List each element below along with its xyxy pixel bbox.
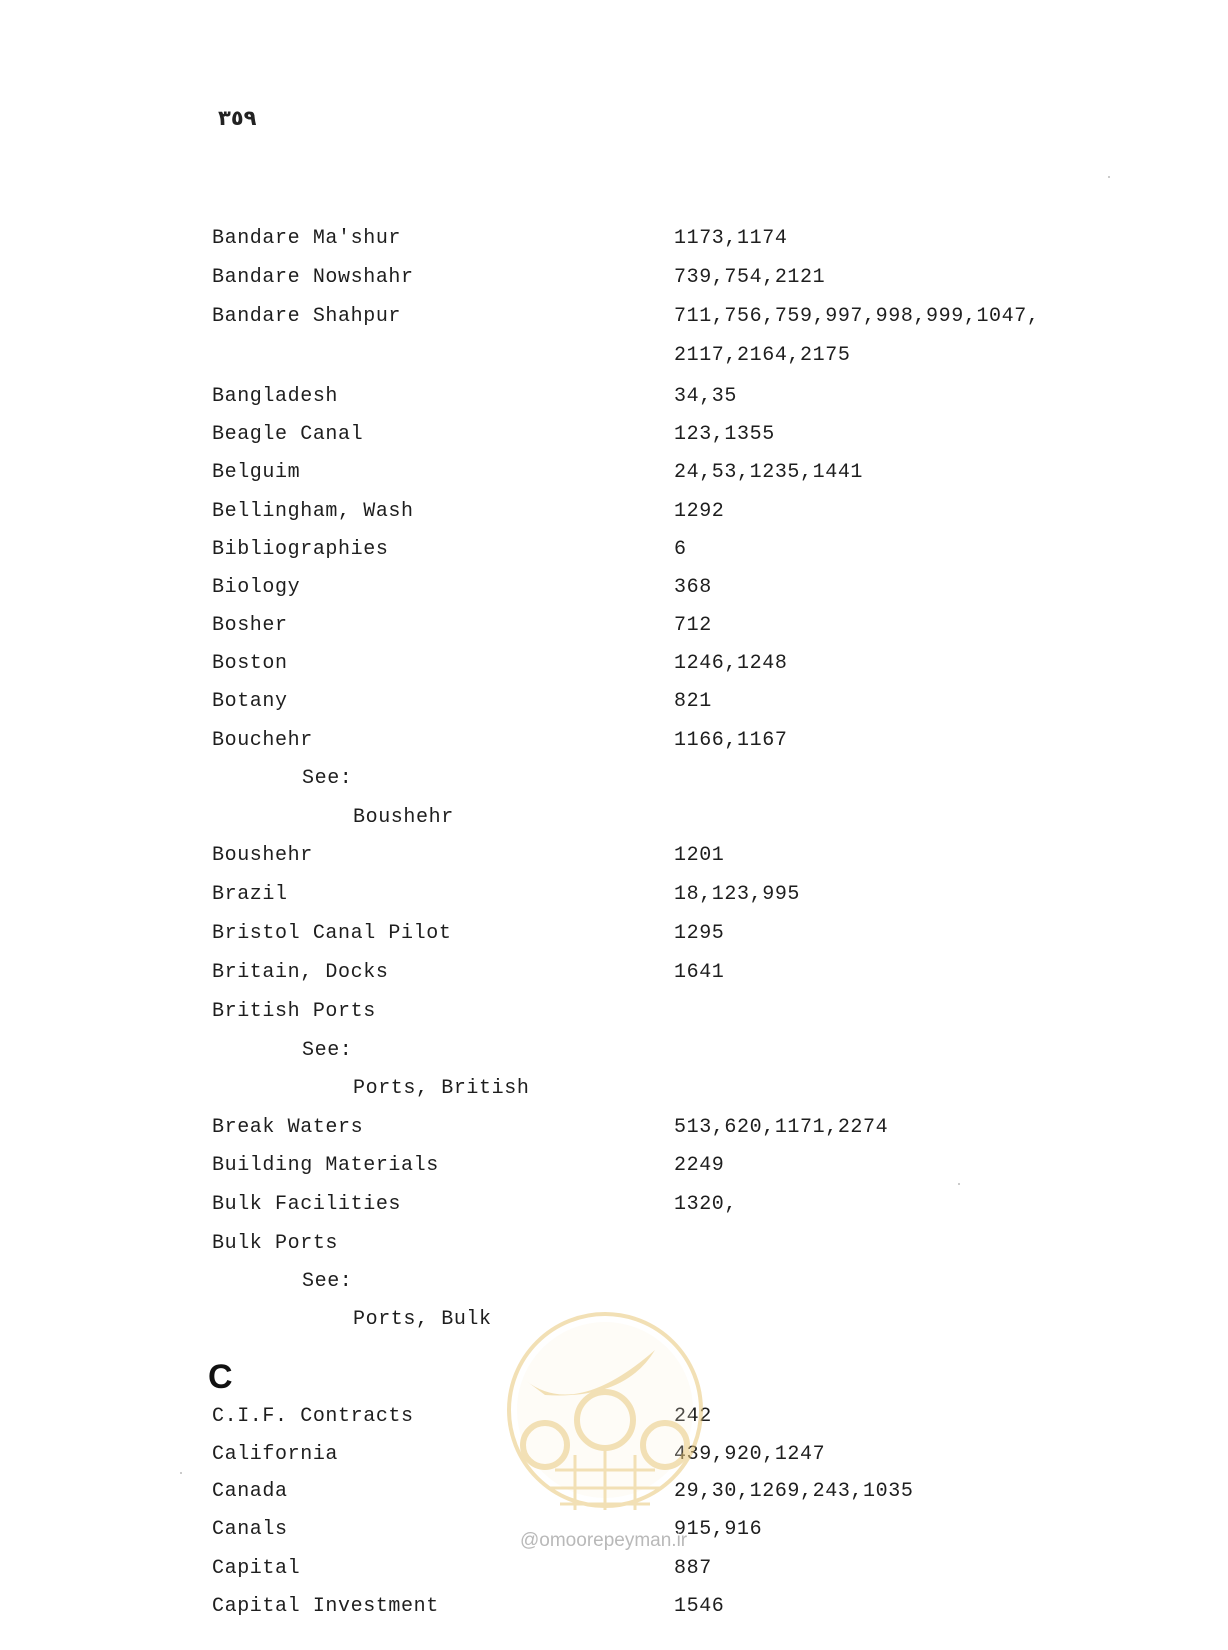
index-entry <box>0 614 1228 644</box>
index-pages: 2117,2164,2175 <box>674 344 851 367</box>
index-pages: 2249 <box>674 1154 725 1177</box>
index-entry <box>0 461 1228 491</box>
index-term: Brazil <box>212 883 288 906</box>
scan-speck <box>180 1472 182 1474</box>
see-target-row <box>0 1077 1228 1107</box>
index-entry <box>0 1154 1228 1184</box>
index-entry <box>0 729 1228 759</box>
index-term: Bandare Ma'shur <box>212 227 402 250</box>
scan-speck <box>1108 176 1110 178</box>
index-entry <box>0 844 1228 874</box>
index-entry <box>0 961 1228 991</box>
see-label: See: <box>302 767 353 790</box>
see-target: Boushehr <box>353 806 454 829</box>
index-pages: 242 <box>674 1405 712 1428</box>
index-term: Bulk Ports <box>212 1232 339 1255</box>
index-entry <box>0 922 1228 952</box>
index-pages: 739,754,2121 <box>674 266 826 289</box>
scan-speck <box>958 1183 960 1185</box>
index-entry <box>0 305 1228 335</box>
index-pages: 34,35 <box>674 385 738 408</box>
index-term: Break Waters <box>212 1116 364 1139</box>
index-pages: 1201 <box>674 844 725 867</box>
index-entry <box>0 1443 1228 1473</box>
index-pages: 1166,1167 <box>674 729 788 752</box>
section-letter-c: C <box>208 1358 233 1396</box>
see-label: See: <box>302 1039 353 1062</box>
index-term: Bulk Facilities <box>212 1193 402 1216</box>
index-entry <box>0 266 1228 296</box>
page-number: ٣٥٩ <box>218 106 257 130</box>
index-pages: 513,620,1171,2274 <box>674 1116 889 1139</box>
see-reference-row <box>0 1039 1228 1069</box>
see-target-row <box>0 806 1228 836</box>
index-term: Belguim <box>212 461 301 484</box>
index-pages: 6 <box>674 538 687 561</box>
index-term: Bouchehr <box>212 729 313 752</box>
index-entry <box>0 576 1228 606</box>
index-term: Boston <box>212 652 288 675</box>
index-term: Bangladesh <box>212 385 339 408</box>
index-term: Bosher <box>212 614 288 637</box>
index-entry <box>0 500 1228 530</box>
see-label: See: <box>302 1270 353 1293</box>
index-pages: 1641 <box>674 961 725 984</box>
index-entry <box>0 227 1228 257</box>
index-entry <box>0 652 1228 682</box>
index-pages: 123,1355 <box>674 423 775 446</box>
index-term: Boushehr <box>212 844 313 867</box>
index-entry <box>0 1405 1228 1435</box>
index-pages: 1295 <box>674 922 725 945</box>
index-pages: 821 <box>674 690 712 713</box>
index-pages: 887 <box>674 1557 712 1580</box>
index-entry <box>0 1193 1228 1223</box>
index-entry <box>0 1000 1228 1030</box>
see-target-row <box>0 1308 1228 1338</box>
index-term: Capital <box>212 1557 301 1580</box>
watermark-caption: @omoorepeyman.ir <box>520 1530 688 1551</box>
index-pages: 1320, <box>674 1193 738 1216</box>
index-entry <box>0 1232 1228 1262</box>
index-term: Bristol Canal Pilot <box>212 922 452 945</box>
index-entry <box>0 538 1228 568</box>
index-entry <box>0 423 1228 453</box>
index-term: Biology <box>212 576 301 599</box>
see-target: Ports, British <box>353 1077 530 1100</box>
index-pages: 1292 <box>674 500 725 523</box>
index-term: Bandare Shahpur <box>212 305 402 328</box>
index-entry <box>0 883 1228 913</box>
index-pages: 711,756,759,997,998,999,1047, <box>674 305 1040 328</box>
index-term: Bellingham, Wash <box>212 500 414 523</box>
see-reference-row <box>0 767 1228 797</box>
index-term: Beagle Canal <box>212 423 364 446</box>
index-term: Britain, Docks <box>212 961 389 984</box>
index-term: Bibliographies <box>212 538 389 561</box>
index-term: Canals <box>212 1518 288 1541</box>
see-target: Ports, Bulk <box>353 1308 492 1331</box>
index-entry <box>0 1595 1228 1625</box>
index-term: Capital Investment <box>212 1595 439 1618</box>
see-reference-row <box>0 1270 1228 1300</box>
index-pages: 439,920,1247 <box>674 1443 826 1466</box>
index-pages: 368 <box>674 576 712 599</box>
index-pages: 29,30,1269,243,1035 <box>674 1480 914 1503</box>
index-entry <box>0 344 1228 374</box>
index-pages: 1246,1248 <box>674 652 788 675</box>
index-pages: 18,123,995 <box>674 883 801 906</box>
index-term: Building Materials <box>212 1154 439 1177</box>
index-term: British Ports <box>212 1000 376 1023</box>
index-pages: 915,916 <box>674 1518 763 1541</box>
index-term: Bandare Nowshahr <box>212 266 414 289</box>
index-pages: 1173,1174 <box>674 227 788 250</box>
index-term: Canada <box>212 1480 288 1503</box>
index-pages: 24,53,1235,1441 <box>674 461 864 484</box>
index-entry <box>0 1557 1228 1587</box>
index-entry <box>0 385 1228 415</box>
index-term: C.I.F. Contracts <box>212 1405 414 1428</box>
index-entry <box>0 1116 1228 1146</box>
index-entry <box>0 1480 1228 1510</box>
index-entry <box>0 690 1228 720</box>
index-pages: 712 <box>674 614 712 637</box>
index-pages: 1546 <box>674 1595 725 1618</box>
index-term: Botany <box>212 690 288 713</box>
index-term: California <box>212 1443 339 1466</box>
